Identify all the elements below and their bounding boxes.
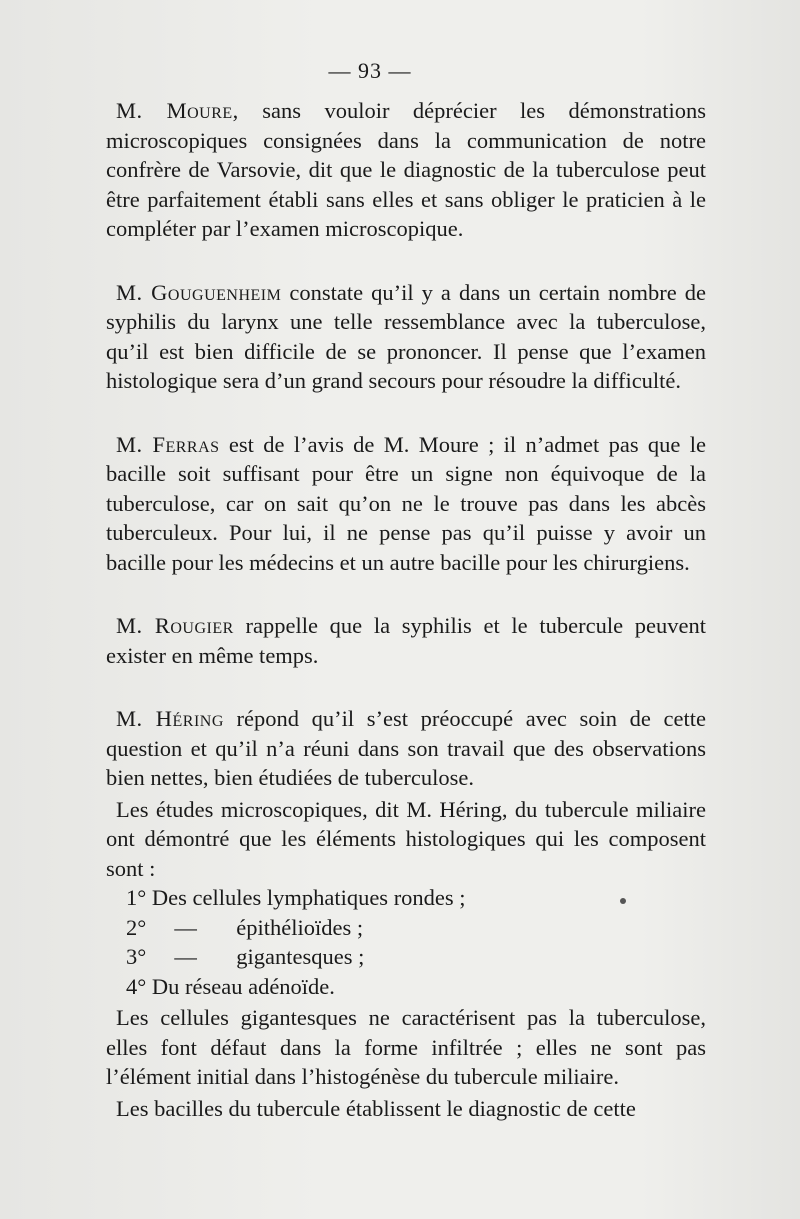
paragraph-text: répond qu’il s’est préoccupé avec soin de cette question et qu’il n’a réuni dans son travail que des observations bien nettes, bien étudiées de tuberculose. [106,706,707,790]
page-number: — 93 — [328,58,412,83]
paragraph-gouguenheim [106,278,706,396]
speaker-name: M. Héring [116,706,224,731]
ink-speck [620,898,626,904]
speaker-name: M. Rougier [116,613,234,638]
paragraph-microscopic-studies: Les études microscopiques, dit M. Héring, du tubercule miliaire ont démontré que les éléments histologiques qui les composent sont : [106,796,706,881]
speaker-name: M. Ferras [116,431,220,457]
paragraph-text: est de l’avis de M. Moure ; il n’admet pas que le bacille soit suffisant pour être un signe non équivoque de la tuberculose, car on sait qu’on ne le trouve pas dans les abcès tuberculeux. Pour lui, il ne pense pas qu’il puisse y avoir un bacille pour les médecins et un autre bacille pour les chirurgiens. [106,431,706,575]
paragraph-bacilli: Les bacilles du tubercule établissent le diagnostic de cette [116,1095,636,1121]
list-item: 4° Du réseau adénoïde. [126,973,335,999]
paragraph-hering [106,704,706,793]
paragraph-rougier [106,611,706,670]
list-item: 3° — gigantesques ; [126,944,365,969]
paragraph-text: rappelle que la syphilis et le tubercule peuvent exister en même temps. [106,613,706,668]
paragraph-text: sans vouloir déprécier les démonstrations microscopiques consignées dans la communication de notre confrère de Varsovie, dit que le diagnostic de la tuberculose peut être parfaitement établi sans elles et sans obliger le praticien à le compléter par l’examen microscopique. [106,98,706,241]
speaker-name: M. Moure, [116,98,239,123]
histology-list [106,883,706,1001]
speaker-name: M. Gouguenheim [116,279,282,305]
paragraph-ferras [106,430,706,578]
list-item: 1° Des cellules lymphatiques rondes ; [126,885,466,910]
paragraph-text: constate qu’il y a dans un certain nombre de syphilis du larynx une telle ressemblance avec la tuberculose, qu’il est bien difficile de se prononcer. Il pense que l’examen histologique sera d’un grand secours pour résoudre la difficulté. [106,279,706,393]
list-item: 2° — épithélioïdes ; [126,914,364,940]
paragraph-giant-cells: Les cellules gigantesques ne caractérisent pas la tuberculose, elles font défaut dans la forme infiltrée ; elles ne sont pas l’élément initial dans l’histogénèse du tubercule miliaire. [106,1005,706,1089]
paragraph-moure [106,96,706,244]
body-text [106,96,706,1123]
